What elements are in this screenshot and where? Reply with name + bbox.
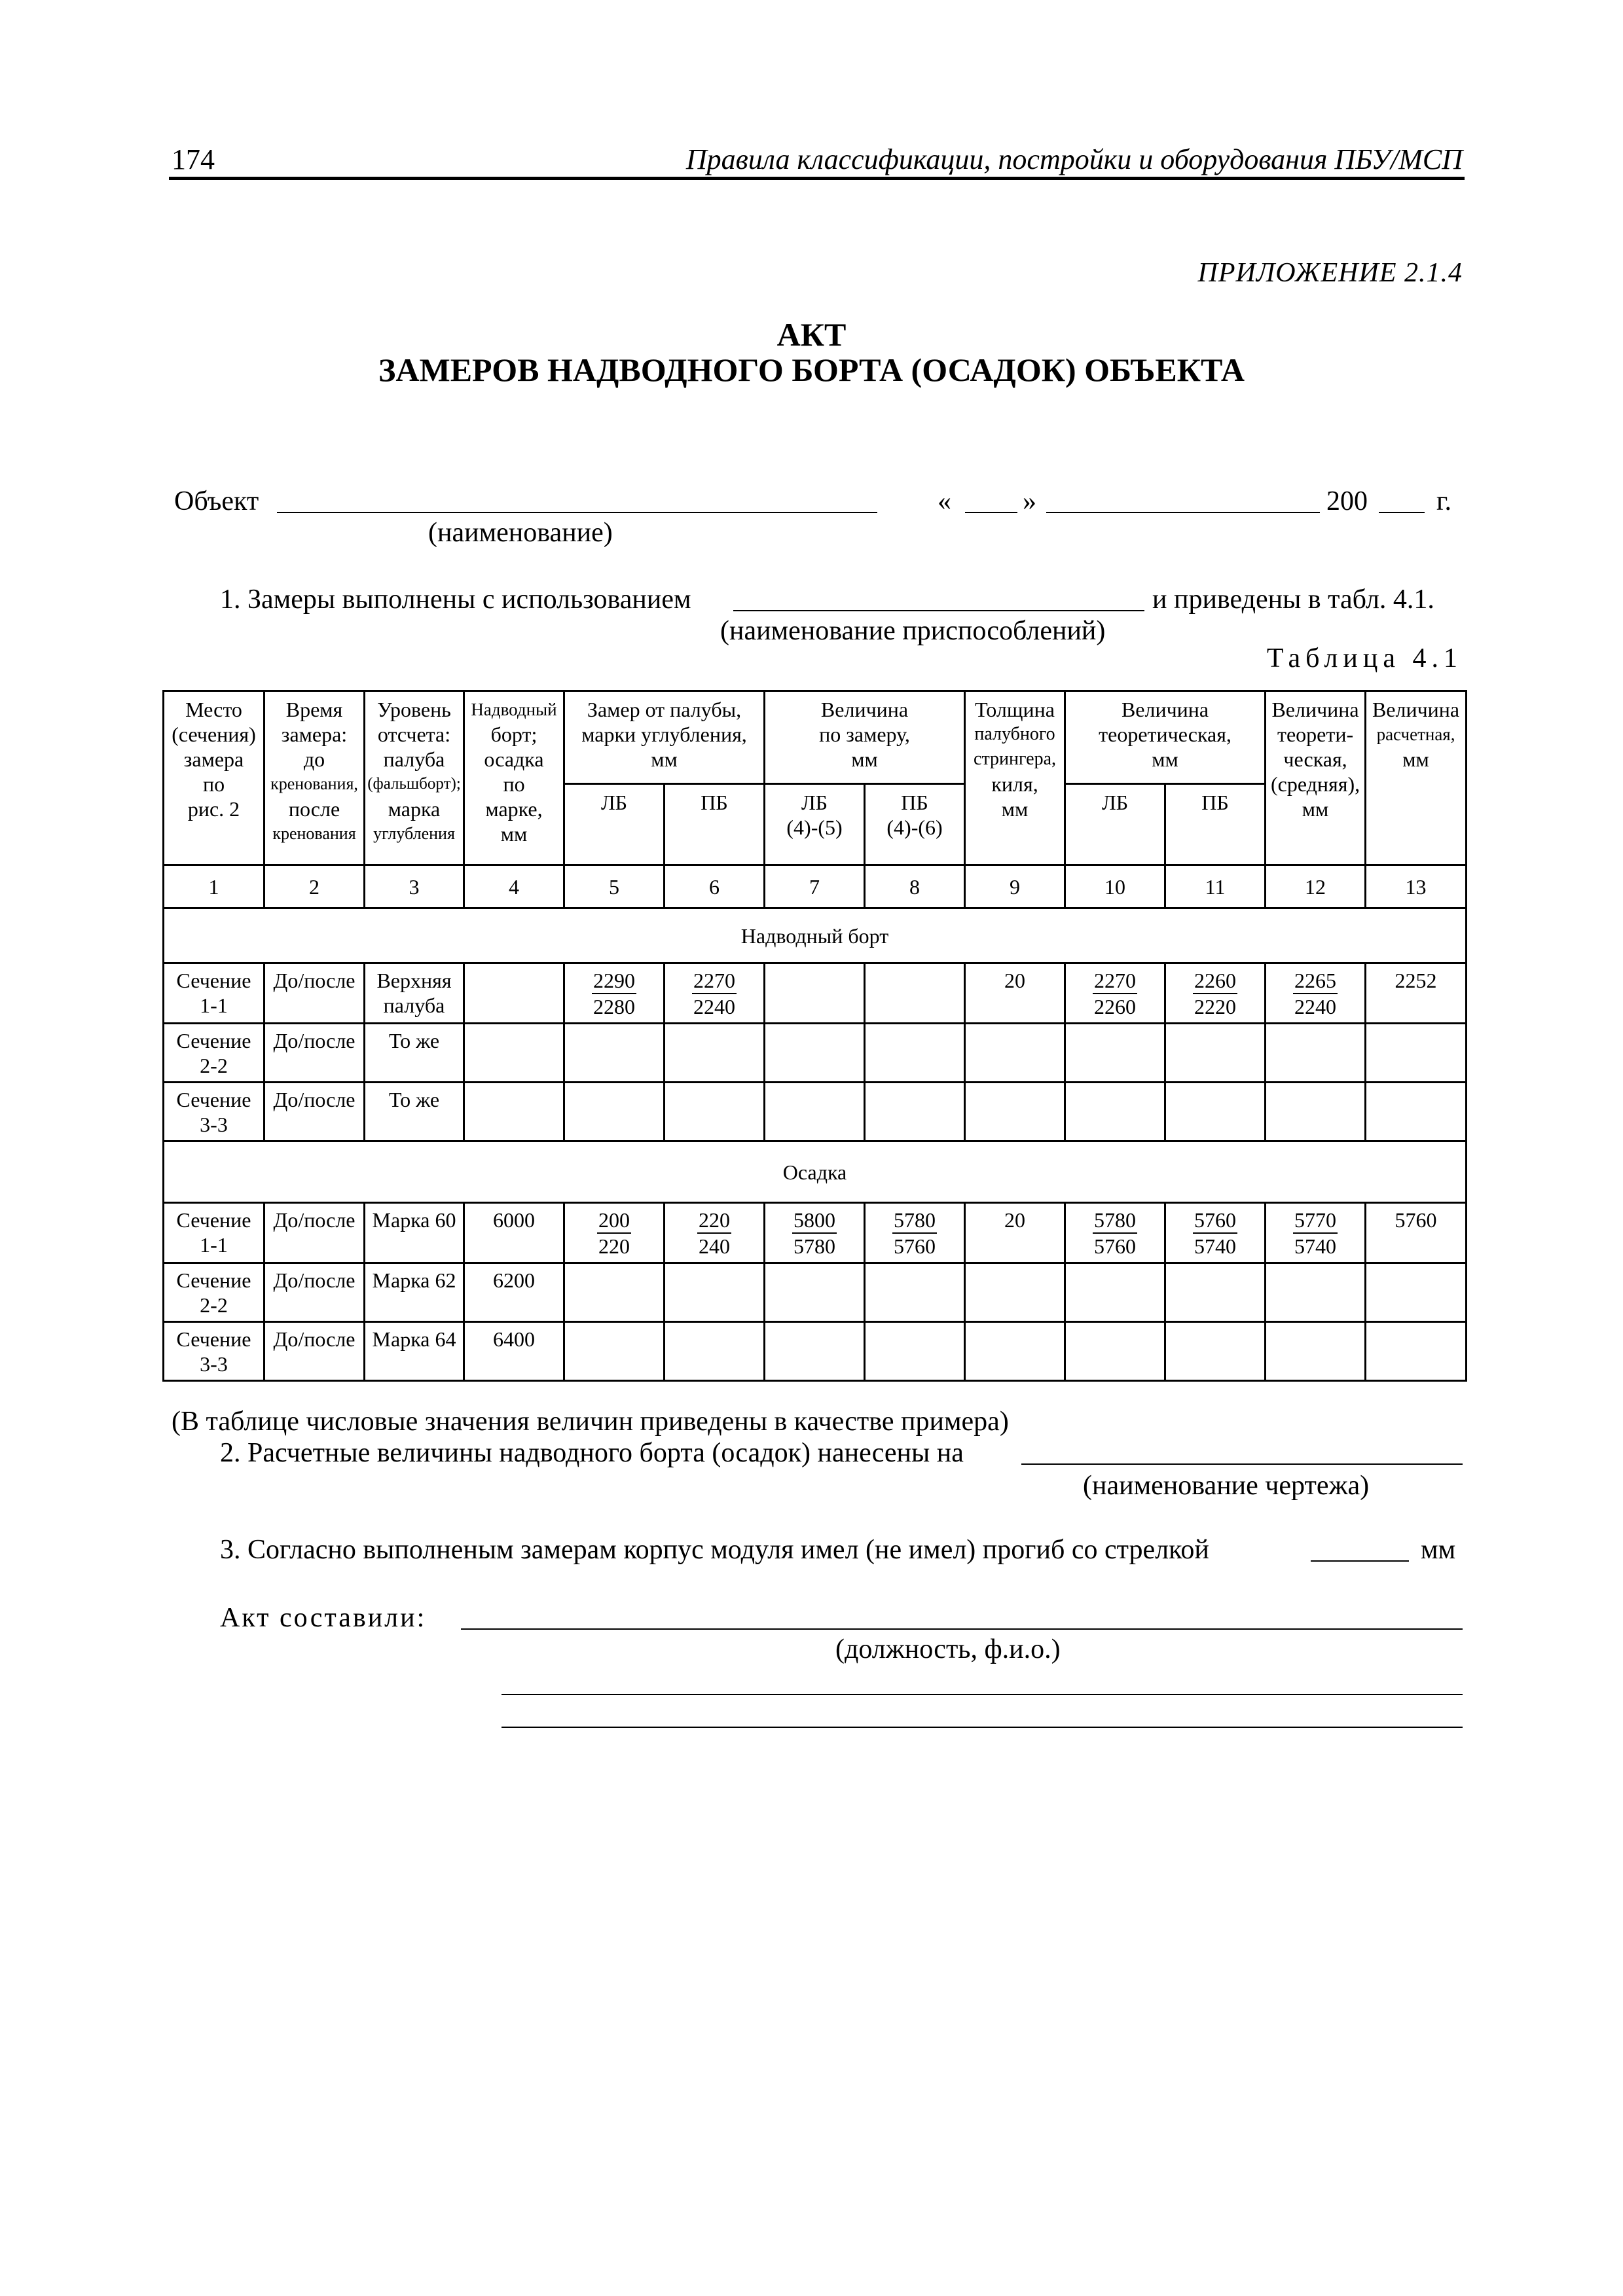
draft-cell: 6000 [464,1203,564,1263]
drawing-name-hint: (наименование чертежа) [1083,1471,1370,1501]
header-level: Уровень отсчета: палуба (фальшборт); марка углубления [365,691,464,865]
signed-label: Акт составили: [220,1603,427,1633]
signatory-field-2[interactable] [501,1694,1463,1695]
empty-cell [564,1263,665,1322]
subheader-c6: ПБ [665,784,765,865]
freeboard-cell [464,1024,564,1083]
col-number: 3 [365,865,464,908]
empty-cell [1065,1083,1165,1141]
value-cell: $\frac{2265}{2240}$ [1266,963,1366,1024]
value-cell: $\frac{2270}{2240}$ [665,963,765,1024]
value-cell: $\frac{220}{240}$ [665,1203,765,1263]
empty-cell [665,1322,765,1381]
level-cell: Марка 62 [365,1263,464,1322]
header-thickness: Толщина палубного стрингера, киля, мм [965,691,1065,865]
header-measured-value: Величина по замеру, мм [765,691,965,784]
value-cell: $\frac{200}{220}$ [564,1203,665,1263]
page-number: 174 [172,143,215,175]
measurements-table [162,690,1467,1382]
empty-cell [564,1083,665,1141]
freeboard-cell [464,1083,564,1141]
empty-cell [665,1263,765,1322]
header-theoretical-value: Величина теоретическая, мм [1065,691,1266,784]
empty-cell [865,1024,965,1083]
empty-cell [865,1263,965,1322]
value-cell: 5760 [1366,1203,1467,1263]
instruments-hint: (наименование приспособлений) [720,616,1106,646]
header-calculated: Величина расчетная, мм [1366,691,1467,865]
object-name-field[interactable] [277,512,877,513]
place-cell: Сечение 2-2 [164,1024,264,1083]
draft-cell: 6400 [464,1322,564,1381]
running-title: Правила классификации, постройки и оборудования ПБУ/МСП [685,143,1463,175]
time-cell: До/после [264,1083,365,1141]
instruments-field[interactable] [733,610,1144,611]
freeboard-cell [464,963,564,1024]
signatory-hint: (должность, ф.и.о.) [835,1634,1061,1664]
place-cell: Сечение 1-1 [164,1203,264,1263]
empty-cell [765,1083,865,1141]
empty-cell [965,1083,1065,1141]
place-cell: Сечение 2-2 [164,1263,264,1322]
empty-cell [1266,1024,1366,1083]
value-cell: 20 [965,1203,1065,1263]
empty-cell [1065,1024,1165,1083]
subheader-c10: ЛБ [1065,784,1165,865]
year-prefix: 200 [1326,486,1368,516]
table-row [164,1322,1467,1381]
subheader-c8: ПБ (4)-(6) [865,784,965,865]
place-cell: Сечение 3-3 [164,1322,264,1381]
section-freeboard: Надводный борт [164,908,1467,963]
item3-text: 3. Согласно выполненым замерам корпус модуля имел (не имел) прогиб со стрелкой [220,1535,1209,1565]
value-cell: $\frac{5770}{5740}$ [1266,1203,1366,1263]
date-month-field[interactable] [1046,512,1320,513]
header-time: Время замера: до кренования, после кренования [264,691,365,865]
value-cell: $\frac{5780}{5760}$ [865,1203,965,1263]
empty-cell [865,1322,965,1381]
value-cell: $\frac{2260}{2220}$ [1165,963,1266,1024]
time-cell: До/после [264,963,365,1024]
empty-cell [665,1083,765,1141]
item2-text: 2. Расчетные величины надводного борта (осадок) нанесены на [220,1438,964,1468]
header-rule [169,177,1465,180]
subheader-c5: ЛБ [564,784,665,865]
value-cell: 20 [965,963,1065,1024]
table-caption: Таблица 4.1 [1266,643,1463,673]
draft-cell: 6200 [464,1263,564,1322]
value-cell [865,963,965,1024]
empty-cell [965,1322,1065,1381]
empty-cell [1266,1263,1366,1322]
document-subtitle: ЗАМЕРОВ НАДВОДНОГО БОРТА (ОСАДОК) ОБЪЕКТА [378,351,1245,388]
time-cell: До/после [264,1024,365,1083]
empty-cell [1065,1322,1165,1381]
col-number: 13 [1366,865,1467,908]
value-cell [765,963,865,1024]
place-cell: Сечение 1-1 [164,963,264,1024]
section-draft: Осадка [164,1141,1467,1203]
col-number: 9 [965,865,1065,908]
table-row [164,1083,1467,1141]
col-number: 11 [1165,865,1266,908]
object-label: Объект [174,486,259,516]
year-suffix: г. [1436,486,1451,516]
empty-cell [1366,1024,1467,1083]
table-row [164,1263,1467,1322]
value-cell: 2252 [1366,963,1467,1024]
drawing-name-field[interactable] [1021,1463,1463,1465]
header-freeboard-draft: Надводный борт; осадка по марке, мм [464,691,564,865]
empty-cell [865,1083,965,1141]
empty-cell [564,1024,665,1083]
time-cell: До/после [264,1322,365,1381]
header-measured-from-deck: Замер от палубы, марки углубления, мм [564,691,765,784]
document-title: АКТ [776,316,847,353]
level-cell: Верхняя палуба [365,963,464,1024]
col-number: 4 [464,865,564,908]
value-cell: $\frac{5760}{5740}$ [1165,1203,1266,1263]
level-cell: Марка 64 [365,1322,464,1381]
deflection-field[interactable] [1311,1560,1409,1562]
item1-tail: и приведены в табл. 4.1. [1152,584,1434,615]
value-cell: $\frac{2270}{2260}$ [1065,963,1165,1024]
time-cell: До/после [264,1203,365,1263]
empty-cell [1165,1083,1266,1141]
empty-cell [564,1322,665,1381]
value-cell: $\frac{5800}{5780}$ [765,1203,865,1263]
col-number: 6 [665,865,765,908]
empty-cell [1366,1322,1467,1381]
col-number: 12 [1266,865,1366,908]
item1-text: 1. Замеры выполнены с использованием [220,584,691,615]
date-year-field[interactable] [1379,512,1425,513]
example-note: (В таблице числовые значения величин приведены в качестве примера) [172,1407,1009,1437]
col-number: 5 [564,865,665,908]
signatory-field-3[interactable] [501,1727,1463,1728]
col-number: 10 [1065,865,1165,908]
empty-cell [965,1024,1065,1083]
subheader-c11: ПБ [1165,784,1266,865]
value-cell: $\frac{2290}{2280}$ [564,963,665,1024]
place-cell: Сечение 3-3 [164,1083,264,1141]
empty-cell [765,1322,865,1381]
object-hint: (наименование) [428,518,613,548]
level-cell: То же [365,1024,464,1083]
col-number: 2 [264,865,365,908]
col-number: 8 [865,865,965,908]
table-row [164,1024,1467,1083]
subheader-c7: ЛБ (4)-(5) [765,784,865,865]
date-open-quote: « [938,486,951,516]
empty-cell [1266,1322,1366,1381]
header-theoretical-mean: Величина теорети- ческая, (средняя), мм [1266,691,1366,865]
empty-cell [1165,1024,1266,1083]
empty-cell [1165,1322,1266,1381]
level-cell: Марка 60 [365,1203,464,1263]
table-row [164,1203,1467,1263]
empty-cell [1366,1263,1467,1322]
empty-cell [1266,1083,1366,1141]
item3-unit: мм [1421,1535,1456,1565]
date-day-field[interactable] [965,512,1017,513]
empty-cell [1065,1263,1165,1322]
appendix-label: ПРИЛОЖЕНИЕ 2.1.4 [1197,258,1463,288]
empty-cell [765,1024,865,1083]
empty-cell [1165,1263,1266,1322]
empty-cell [1366,1083,1467,1141]
col-number: 7 [765,865,865,908]
date-close-quote: » [1023,486,1036,516]
value-cell: $\frac{5780}{5760}$ [1065,1203,1165,1263]
signatory-field-1[interactable] [461,1628,1463,1630]
header-place: Место (сечения) замера по рис. 2 [164,691,264,865]
table-row [164,963,1467,1024]
empty-cell [665,1024,765,1083]
empty-cell [965,1263,1065,1322]
level-cell: То же [365,1083,464,1141]
empty-cell [765,1263,865,1322]
col-number: 1 [164,865,264,908]
time-cell: До/после [264,1263,365,1322]
